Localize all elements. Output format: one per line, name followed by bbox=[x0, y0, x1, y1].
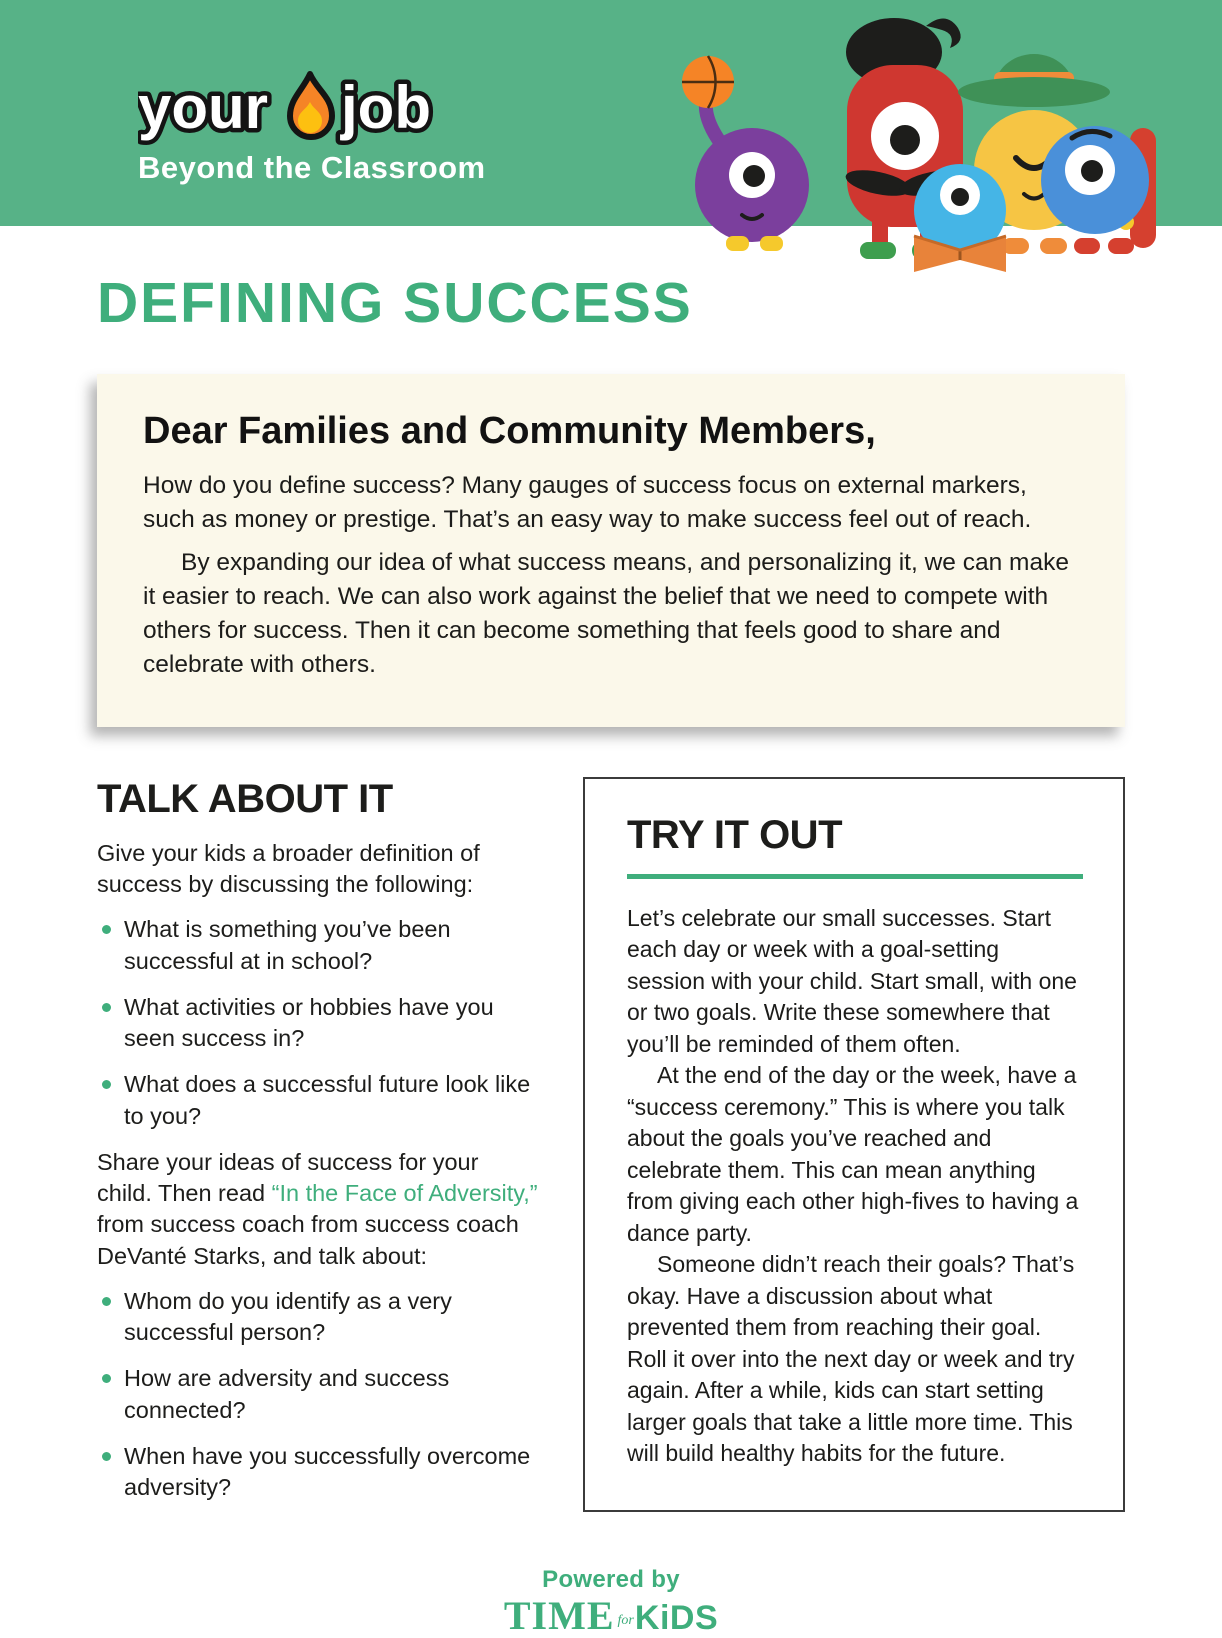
reading-monster bbox=[914, 164, 1006, 272]
try-paragraph-1: Let’s celebrate our small successes. Start each day or week with a goal-setting session with your child. Start small, with one or two goals. Write these somewhere that you’ll be reminded of them often. bbox=[627, 904, 1077, 1057]
header-banner bbox=[0, 0, 1222, 226]
letter-heading: Dear Families and Community Members, bbox=[143, 410, 876, 452]
powered-by-label: Powered by bbox=[542, 1566, 680, 1594]
time-logo-text: TIME bbox=[503, 1593, 615, 1638]
logo-text-your: your bbox=[138, 74, 269, 141]
logo-text-job: job bbox=[341, 74, 431, 141]
page-title: DEFINING SUCCESS bbox=[97, 271, 693, 335]
talk-intro: Give your kids a broader definition of success by discussing the following: bbox=[97, 839, 480, 898]
time-for-kids-logo bbox=[0, 1593, 1222, 1638]
heading-underline bbox=[627, 874, 1083, 879]
try-it-out-heading: TRY IT OUT bbox=[627, 812, 842, 857]
adversity-article-link[interactable]: “In the Face of Adversity,” bbox=[271, 1180, 538, 1207]
content-columns bbox=[97, 777, 1125, 1519]
try-it-out-box bbox=[583, 777, 1125, 1512]
talk-about-it-section bbox=[97, 777, 539, 1519]
purple-monster bbox=[682, 56, 809, 251]
mascot-characters bbox=[682, 10, 1162, 278]
flame-icon bbox=[290, 74, 332, 137]
try-paragraph-3: Someone didn’t reach their goals? That’s okay. Have a discussion about what prevented them from reaching their goal. Roll it over into the next day or week and try again. After a while, kids can start setting larger goals that take a little more time. This will build healthy habits for the future. bbox=[627, 1251, 1075, 1467]
try-paragraph-2: At the end of the day or the week, have a “success ceremony.” This is where you talk about the goals you’ve reached and celebrate them. This can mean anything from giving each other high-fives to having a dance party. bbox=[627, 1062, 1079, 1246]
talk-bullet-list-1 bbox=[97, 914, 539, 1132]
list-item: When have you successfully overcome adversity? bbox=[97, 1441, 539, 1504]
blue-skater-monster bbox=[1041, 126, 1156, 254]
letter-paragraph-1: How do you define success? Many gauges of success focus on external markers, such as money or prestige. That’s an easy way to make success feel out of reach. bbox=[143, 472, 1032, 534]
letter-box bbox=[97, 374, 1125, 727]
talk-bullet-list-2 bbox=[97, 1286, 539, 1504]
letter-paragraph-2: By expanding our idea of what success means, and personalizing it, we can make it easier to reach. We can also work against the belief that we need to compete with others for success. Then it can become something that feels good to share and celebrate with others. bbox=[143, 548, 1069, 679]
basketball-icon bbox=[682, 56, 734, 108]
for-logo-text: for bbox=[617, 1613, 634, 1629]
logo-tagline: Beyond the Classroom bbox=[138, 150, 486, 185]
footer bbox=[0, 1566, 1222, 1636]
list-item: What does a successful future look like to you? bbox=[97, 1069, 539, 1132]
list-item: How are adversity and success connected? bbox=[97, 1363, 539, 1426]
share-paragraph bbox=[97, 1147, 539, 1272]
share-text-after: from success coach from success coach DeVanté Starks, and talk about: bbox=[97, 1211, 519, 1269]
talk-about-it-heading: TALK ABOUT IT bbox=[97, 776, 393, 821]
list-item: What activities or hobbies have you seen success in? bbox=[97, 992, 539, 1055]
list-item: What is something you’ve been successful at in school? bbox=[97, 914, 539, 977]
kids-logo-text: KiDS bbox=[634, 1599, 719, 1638]
your-job-logo-art bbox=[138, 70, 490, 146]
list-item: Whom do you identify as a very successful person? bbox=[97, 1286, 539, 1349]
share-text-before: Share your ideas of success for your child. Then read bbox=[97, 1148, 479, 1207]
your-job-logo bbox=[138, 70, 490, 186]
